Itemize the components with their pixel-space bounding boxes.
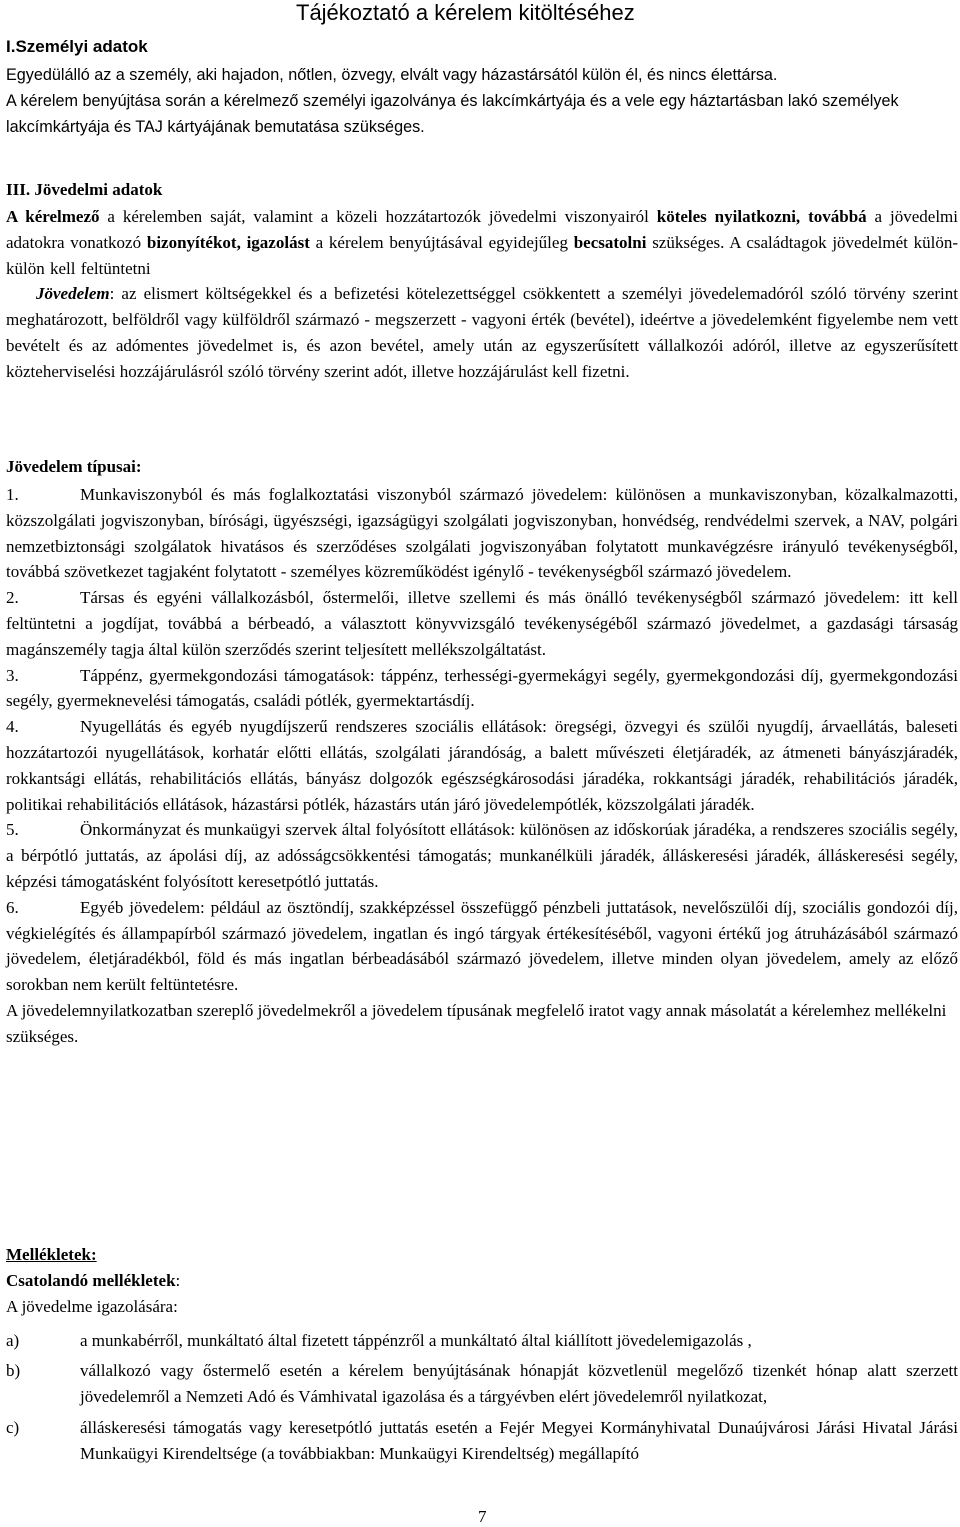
income-intro-paragraph <box>6 204 958 385</box>
income-type-4-number: 4. <box>6 717 19 737</box>
income-definition-text: : az elismert költségekkel és a befizetési kötelezettséggel csökkentett a személyi jövedelemadóról szóló törvény szerint meghatározott, belföldről vagy külföldről származó - megszerzett - vagyoni érték (bevétel), ideértve a jövedelemként figyelembe nem vett bevételt és az adómentes jövedelmet is, és azon bevétel, amely után az egyszerűsített vállalkozói adóról, illetve az egyszerűsített közteherviselési hozzájárulásról szóló törvény szerint adót, illetve hozzájárulást kell fizetni. <box>6 284 958 381</box>
intro-bold-4: becsatolni <box>573 232 647 252</box>
income-type-2-number: 2. <box>6 588 19 608</box>
income-type-5 <box>6 817 958 894</box>
income-types-heading <box>6 454 958 480</box>
attachments-section <box>6 1242 958 1319</box>
income-term: Jövedelem <box>36 284 110 304</box>
income-type-2-text: Társas és egyéni vállalkozásból, őstermelői, illetve szellemi és más önálló tevékenységből származó jövedelem: itt kell feltüntetni a jogdíjat, továbbá a bérbeadó, a választott könyvvizsgáló tevékenységéből származó jövedelmet, a gazdasági társaság magánszemély tagja által külön szerződés szerint teljesített mellékszolgáltatást. <box>6 588 958 659</box>
intro-bold-1: A kérelmező <box>6 207 100 226</box>
section-1-body <box>6 62 958 140</box>
id-documents-note: A kérelem benyújtása során a kérelmező személyi igazolványa és lakcímkártyája és a vele egy háztartásban lakó személyek lakcímkártyája és TAJ kártyájának bemutatása szükséges. <box>6 92 899 136</box>
income-type-5-number: 5. <box>6 820 19 840</box>
income-type-6-text: Egyéb jövedelem: például az ösztöndíj, szakképzéssel összefüggő pénzbeli juttatások, nevelőszülői díj, szociális gondozói díj, végkielégítés és állampapírból származó jövedelem, ingatlan és ingó tárgyak értékesítéséből, vagyoni értékű jog átruházásából származó jövedelem, életjáradékból, föld és más ingatlan bérbeadásából származó jövedelem, illetve minden olyan jövedelem, amely az előző sorokban nem került feltüntetésre. <box>6 897 958 995</box>
income-type-3-text: Táppénz, gyermekgondozási támogatások: táppénz, terhességi-gyermekágyi segély, gyermekgondozási díj, gyermekgondozási segély, gyermeknevelési támogatás, családi pótlék, gyermektartásdíj. <box>6 665 958 711</box>
intro-bold-2: köteles nyilatkozni, továbbá <box>656 207 867 226</box>
income-type-3 <box>6 663 958 715</box>
section-1-heading: I.Személyi adatok <box>6 37 148 56</box>
income-type-1-number: 1. <box>6 485 19 504</box>
income-closing-note: A jövedelemnyilatkozatban szereplő jövedelmekről a jövedelem típusának megfelelő iratot vagy annak másolatát a kérelemhez mellékelni szükséges. <box>6 1000 947 1046</box>
document-title: Tájékoztató a kérelem kitöltéséhez <box>296 0 635 25</box>
attachments-list <box>6 1328 958 1467</box>
income-proof-heading: A jövedelme igazolására: <box>6 1296 178 1316</box>
attachment-c-letter: c) <box>6 1418 20 1438</box>
attachments-subheading-colon: : <box>175 1270 181 1290</box>
attachments-subheading-bold: Csatolandó mellékletek <box>6 1270 176 1290</box>
single-person-definition: Egyedülálló az a személy, aki hajadon, nőtlen, özvegy, elvált vagy házastársától külön él, és nincs élettársa. <box>6 66 778 84</box>
income-type-1 <box>6 482 958 585</box>
page-number: 7 <box>478 1507 487 1526</box>
income-type-6 <box>6 895 958 998</box>
attachment-b-text: vállalkozó vagy őstermelő esetén a kérelem benyújtásának hónapját közvetlenül megelőző tizenkét hónap alatt szerzett jövedelemről a Nemzeti Adó és Vámhivatal igazolása és a tárgyévben elért jövedelemről nyilatkozat, <box>80 1360 958 1406</box>
attachment-item-b <box>6 1358 958 1410</box>
intro-text-3: a kérelem benyújtásával egyidejűleg <box>309 232 574 252</box>
attachment-b-letter: b) <box>6 1360 21 1380</box>
intro-text-1: a kérelemben saját, valamint a közeli hozzátartozók jövedelmi viszonyairól <box>99 207 657 226</box>
attachment-item-c <box>6 1415 958 1467</box>
income-types-list <box>6 482 958 1050</box>
income-type-4-text: Nyugellátás és egyéb nyugdíjszerű rendszeres szociális ellátások: öregségi, özvegyi és szülői nyugdíj, árvaellátás, baleseti hozzátartozói nyugellátások, korhatár előtti ellátás, szolgálati járandóság, a balett művészeti életjáradék, az átmeneti bányászjáradék, rokkantsági ellátás, rehabilitációs ellátás, bányász dolgozók egészségkárosodási járadéka, rokkantsági járadék, rehabilitációs járadék, politikai rehabilitációs ellátások, házastársi pótlék, házastárs után járó jövedelempótlék, közszolgálati járadék. <box>6 717 958 814</box>
income-types-heading-text: Jövedelem típusai: <box>6 457 142 476</box>
attachments-heading: Mellékletek: <box>6 1245 97 1264</box>
attachment-a-letter: a) <box>6 1331 20 1350</box>
income-type-1-text: Munkaviszonyból és más foglalkoztatási viszonyból származó jövedelem: különösen a munkaviszonyban, közalkalmazotti, közszolgálati jogviszonyban, bírósági, ügyészségi, igazságügyi szolgálati jogviszonyban, honvédség, rendvédelmi szervek, a NAV, polgári nemzetbiztonsági szolgálatok hivatásos és szerződéses szolgálati jogviszonyában folytatott munkavégzésre irányuló tevékenységből, továbbá szövetkezet tagjaként folytatott - személyes közreműködést igénylő - tevékenységből származó jövedelem. <box>6 485 958 582</box>
income-type-4 <box>6 714 958 817</box>
attachment-a-text: a munkabérről, munkáltató által fizetett táppénzről a munkáltató által kiállított jövedelemigazolás , <box>80 1331 752 1350</box>
intro-text-4: szükséges. A családtagok jövedelmét külön-külön kell feltüntetni <box>6 232 959 278</box>
intro-text-2: a jövedelmi adatokra vonatkozó <box>6 207 958 252</box>
attachment-item-a <box>6 1328 958 1354</box>
income-type-5-text: Önkormányzat és munkaügyi szervek által folyósított ellátások: különösen az időskorúak járadéka, a rendszeres szociális segély, a bérpótló juttatás, az ápolási díj, az adósságcsökkentési támogatás; munkanélküli járadék, álláskeresési járadék, álláskeresési segély, képzési támogatásként folyósított keresetpótló juttatás. <box>6 820 958 891</box>
income-type-3-number: 3. <box>6 665 19 685</box>
income-type-6-number: 6. <box>6 897 19 917</box>
intro-bold-3: bizonyítékot, igazolást <box>146 232 310 252</box>
income-definition <box>6 281 958 384</box>
attachment-c-text: álláskeresési támogatás vagy keresetpótló juttatás esetén a Fejér Megyei Kormányhivatal Dunaújvárosi Járási Hivatal Járási Munkaügyi Kirendeltsége (a továbbiakban: Munkaügyi Kirendeltség) megállapító <box>80 1418 958 1464</box>
attachments-subheading <box>6 1268 958 1294</box>
section-3-heading: III. Jövedelmi adatok <box>6 180 163 199</box>
income-type-2 <box>6 585 958 662</box>
